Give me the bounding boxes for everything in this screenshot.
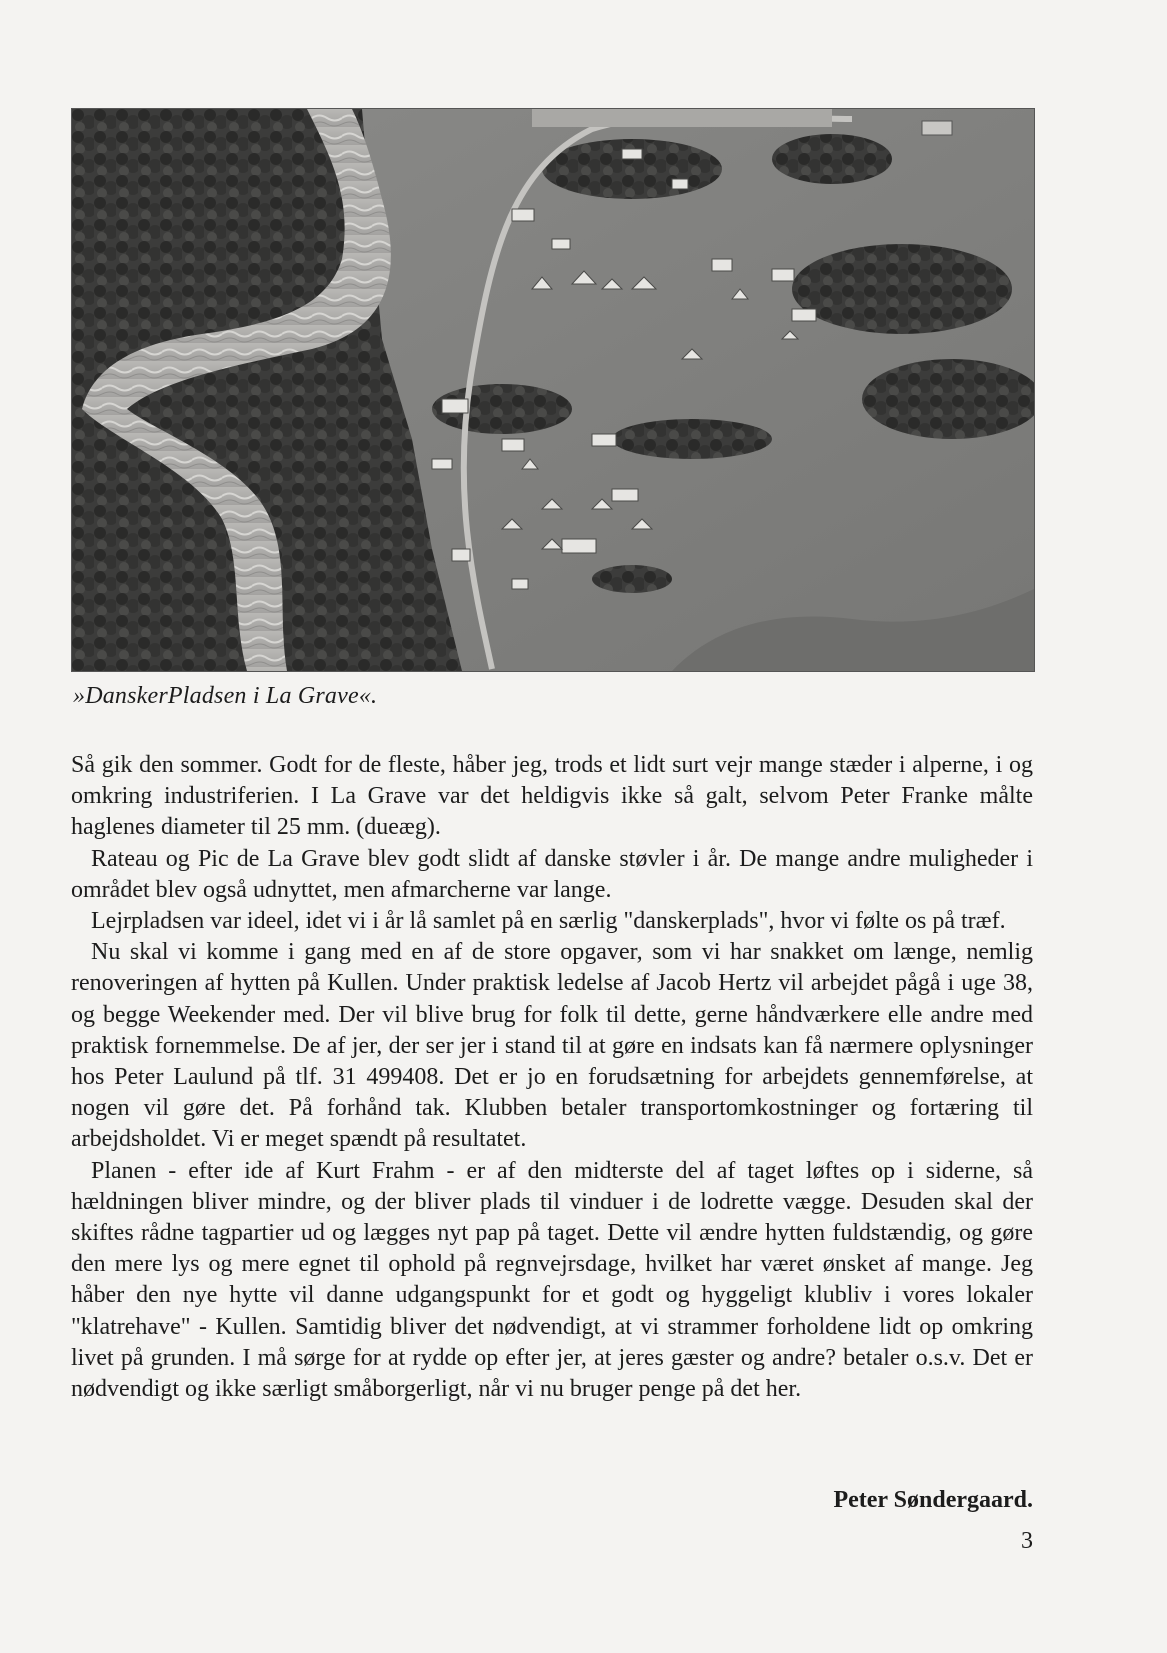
- tree-cluster: [862, 359, 1034, 439]
- tree-cluster: [772, 134, 892, 184]
- photo-caption: »DanskerPladsen i La Grave«.: [73, 683, 378, 709]
- photo-illustration: [72, 109, 1034, 671]
- page-number: 3: [1021, 1528, 1033, 1554]
- article-body: [71, 750, 1033, 1405]
- author-signature: Peter Søndergaard.: [833, 1487, 1033, 1513]
- building: [922, 121, 952, 135]
- parking-area: [532, 109, 832, 127]
- aerial-photo-campsite: [71, 108, 1035, 672]
- tree-cluster: [792, 244, 1012, 334]
- paragraph: Rateau og Pic de La Grave blev godt slidt af danske støvler i år. De mange andre muligheder i området blev også udnyttet, men afmarcherne var lange.: [71, 845, 1033, 903]
- tree-cluster: [612, 419, 772, 459]
- tree-cluster: [592, 565, 672, 593]
- paragraph: Lejrpladsen var ideel, idet vi i år lå samlet på en særlig "danskerplads", hvor vi følte os på træf.: [91, 908, 1006, 935]
- paragraph: Nu skal vi komme i gang med en af de store opgaver, som vi har snakket om længe, nemlig renoveringen af hytten på Kullen. Under praktisk ledelse af Jacob Hertz vil arbejdet pågå i uge 38, og begge Weekender med. Der vil blive brug for folk til dette, gerne håndværkere elle andre med praktisk fornemmelse. De af jer, der ser jer i stand til at gøre en indsats kan få nærmere oplysninger hos Peter Laulund på tlf. 31 499408. Det er jo en forudsætning for arbejdets gennemførelse, at nogen vil gøre det. På forhånd tak. Klubben betaler transportomkostninger og fortæring til arbejdsholdet. Vi er meget spændt på resultatet.: [71, 939, 1033, 1153]
- tree-cluster: [542, 139, 722, 199]
- paragraph: Planen - efter ide af Kurt Frahm - er af den midterste del af taget løftes op i siderne, så hældningen bliver mindre, og der bliver plads til vinduer i de lodrette vægge. Desuden skal der skiftes rådne tagpartier ud og lægges nyt pap på taget. Dette vil ændre hytten fuldstændig, og gøre den mere lys og mere egnet til ophold på regnvejrsdage, hvilket har været ønsket af mange. Jeg håber den nye hytte vil danne udgangspunkt for et godt og hyggeligt klubliv i vores lokaler "klatrehave" - Kullen. Samtidig bliver det nødvendigt, at vi strammer forholdene lidt op omkring livet på grunden. I må sørge for at rydde op efter jer, at jeres gæster og andre? betaler o.s.v. Det er nødvendigt og ikke særligt småborgerligt, når vi nu bruger penge på det her.: [71, 1157, 1033, 1403]
- paragraph: Så gik den sommer. Godt for de fleste, håber jeg, trods et lidt surt vejr mange stæder i alperne, i og omkring industriferien. I La Grave var det heldigvis ikke så galt, selvom Peter Franke målte haglenes diameter til 25 mm. (dueæg).: [71, 752, 1033, 841]
